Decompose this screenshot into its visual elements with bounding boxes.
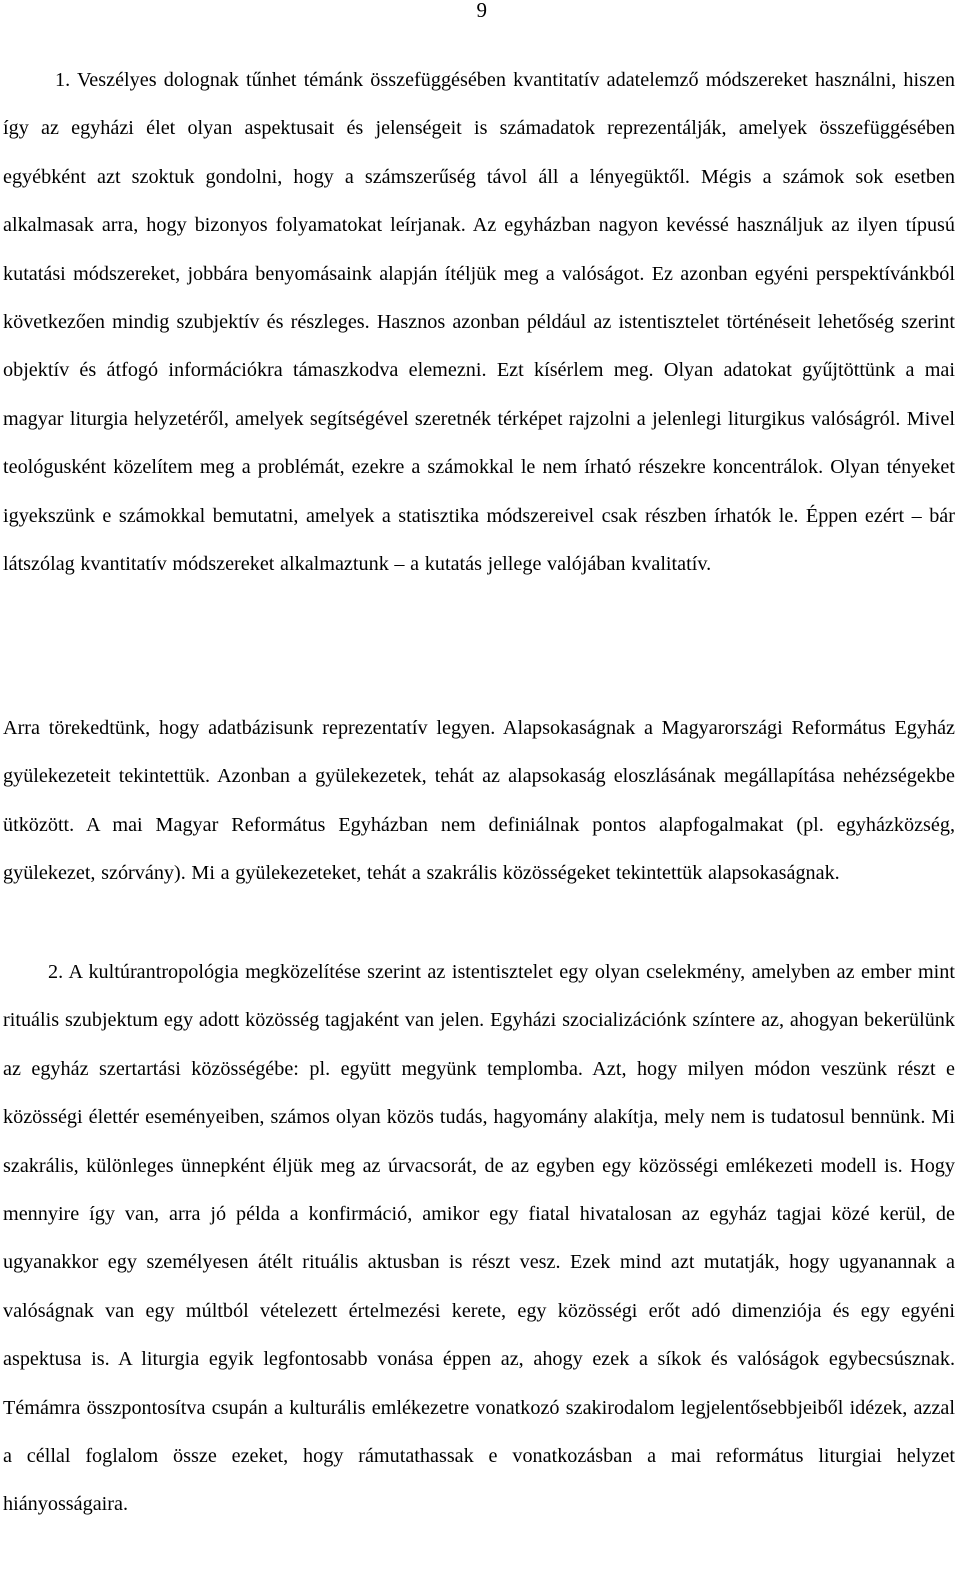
page-number: 9 xyxy=(476,0,487,22)
paragraph-text: 1. Veszélyes dolognak tűnhet témánk összefüggésében kvantitatív adatelemző módszereket használni, hiszen így az egyházi élet olyan aspektusait és jelenségeit is számadatok reprezentálják, amelyek összefüggésében egyébként azt szoktuk gondolni, hogy a számszerűség távol áll a lényegüktől. Mégis a számok sok esetben alkalmasak arra, hogy bizonyos folyamatokat leírjanak. Az egyházban nagyon kevéssé használjuk az ilyen típusú kutatási módszereket, jobbára benyomásaink alapján ítéljük meg a valóságot. Ez azonban egyéni perspektívánkból következően mindig szubjektív és részleges. Hasznos azonban például az istentisztelet történéseit lehetőség szerint objektív és átfogó információkra támaszkodva elemezni. Ezt kísérlem meg. Olyan adatokat gyűjtöttünk a mai magyar liturgia helyzetéről, amelyek segítségével szeretnék térképet rajzolni a jelenlegi liturgikus valóságról. Mivel teológusként közelítem meg a problémát, ezekre a számokkal le nem írható részekre koncentrálok. Olyan tényeket igyekszünk e számokkal bemutatni, amelyek a statisztika módszereivel csak részben írhatók le. Éppen ezért – bár látszólag kvantitatív módszereket alkalmaztunk – a kutatás jellege valójában kvalitatív. xyxy=(3,69,955,576)
paragraph-text: Arra törekedtünk, hogy adatbázisunk reprezentatív legyen. Alapsokaságnak a Magyarországi Református Egyház gyülekezeteit tekintettük. Azonban a gyülekezetek, tehát az alapsokaság eloszlásának megállapítása nehézségekbe ütközött. A mai Magyar Református Egyházban nem definiálnak pontos alapfogalmakat (pl. egyházközség, gyülekezet, szórvány). Mi a gyülekezeteket, tehát a szakrális közösségeket tekintettük alapsokaságnak. xyxy=(3,717,955,885)
paragraph-2 xyxy=(3,704,955,898)
paragraph-text: 2. A kultúrantropológia megközelítése szerint az istentisztelet egy olyan cselekmény, amelyben az ember mint rituális szubjektum egy adott közösség tagjaként van jelen. Egyházi szocializációnk színtere az, ahogyan bekerülünk az egyház szertartási közösségébe: pl. együtt megyünk templomba. Azt, hogy milyen módon veszünk részt e közösségi élettér eseményeiben, számos olyan közös tudás, hagyomány alakítja, mely nem is tudatosul bennünk. Mi szakrális, különleges ünnepként éljük meg az úrvacsorát, de az egyben egy közösségi emlékezeti modell is. Hogy mennyire így van, arra jó példa a konfirmáció, amikor egy fiatal hivatalosan az egyház tagjai közé kerül, de ugyanakkor egy személyesen átélt rituális aktusban is részt vesz. Ezek mind azt mutatják, hogy ugyanannak a valóságnak van egy múltból vételezett értelmezési kerete, egy közösségi erőt adó dimenziója és egy egyéni aspektusa is. A liturgia egyik legfontosabb vonása éppen az, ahogy ezek a síkok és valóságok egybecsúsznak. Témámra összpontosítva csupán a kulturális emlékezetre vonatkozó szakirodalom legjelentősebbjeiből idézek, azzal a céllal foglalom össze ezeket, hogy rámutathassak e vonatkozásban a mai református liturgiai helyzet hiányosságaira. xyxy=(3,961,955,1516)
paragraph-3 xyxy=(3,948,955,1529)
paragraph-1 xyxy=(3,56,955,588)
